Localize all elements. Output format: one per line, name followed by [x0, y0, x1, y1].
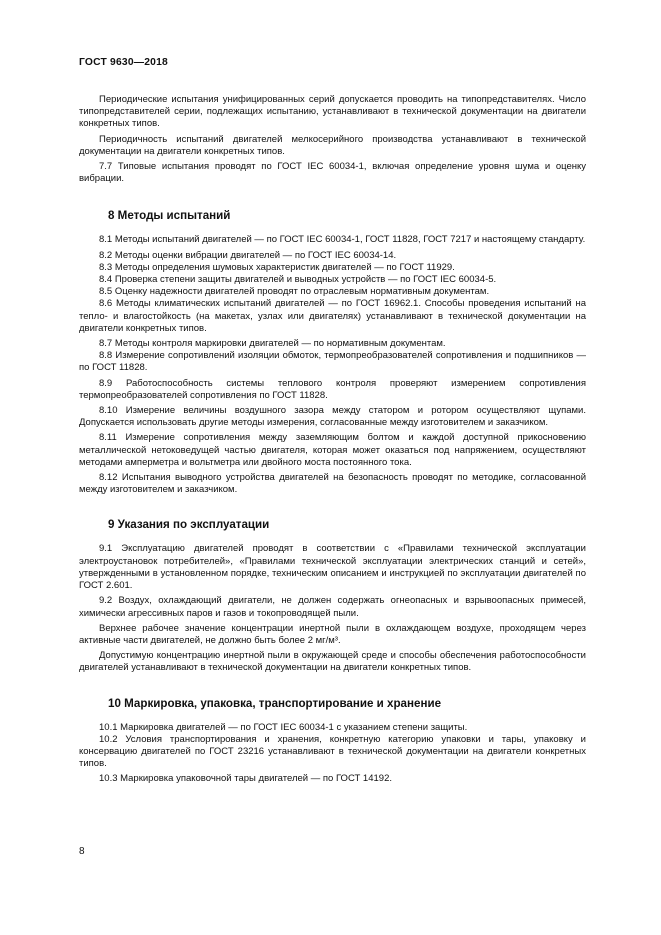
paragraph: 8.3 Методы определения шумовых характеристик двигателей — по ГОСТ 11929.: [99, 261, 455, 273]
paragraph: 9.1 Эксплуатацию двигателей проводят в соответствии с «Правилами технической эксплуатации электроустановок потребителей», «Правилами технической эксплуатации электрических станций и сетей», утвержденными в установленном порядке, техническим описанием и инструкцией по эксплуатации двигателей по ГОСТ 2.601.: [79, 543, 586, 592]
paragraph: Периодические испытания унифицированных серий допускается проводить на типопредставителях. Число типопредставителей серии, подлежащих испытанию, устанавливают в технической документации на двигатели конкретных типов.: [79, 94, 586, 130]
paragraph: 8.6 Методы климатических испытаний двигателей — по ГОСТ 16962.1. Способы проведения испытаний на тепло- и влагостойкость (на макетах, узлах или двигателях) устанавливают в технической документации на двигатели конкретных типов.: [79, 298, 586, 334]
paragraph: 7.7 Типовые испытания проводят по ГОСТ IEC 60034-1, включая определение уровня шума и оценку вибрации.: [79, 161, 586, 185]
section-9: [79, 518, 586, 674]
paragraph: Периодичность испытаний двигателей мелкосерийного производства устанавливают в технической документации на двигатели конкретных типов.: [79, 133, 586, 157]
paragraph: 8.1 Методы испытаний двигателей — по ГОСТ IEC 60034-1, ГОСТ 11828, ГОСТ 7217 и настоящему стандарту.: [99, 234, 586, 246]
paragraph: 8.12 Испытания выводного устройства двигателей на безопасность проводят по методике, согласованной между изготовителем и заказчиком.: [79, 472, 586, 496]
paragraph: 8.8 Измерение сопротивлений изоляции обмоток, термопреобразователей сопротивления и подшипников — по ГОСТ 11828.: [79, 350, 586, 374]
section-title: 8 Методы испытаний: [108, 209, 231, 223]
document-header: ГОСТ 9630—2018: [79, 57, 168, 68]
paragraph: 8.9 Работоспособность системы теплового контроля проверяют измерением сопротивления термопреобразователей сопротивления по ГОСТ 11828.: [79, 377, 586, 401]
section-10: [79, 697, 586, 786]
paragraph: Верхнее рабочее значение концентрации инертной пыли в охлаждающем воздухе, проходящем через активные части двигателей, не должно быть более 2 мг/м³.: [79, 622, 586, 646]
section-8: [79, 209, 586, 496]
paragraph: 8.4 Проверка степени защиты двигателей и выводных устройств — по ГОСТ IEC 60034-5.: [99, 274, 497, 286]
paragraph: Допустимую концентрацию инертной пыли в окружающей среде и способы обеспечения работоспособности двигателей устанавливают в технической документации на двигатели конкретных типов.: [79, 650, 586, 674]
paragraph: 8.2 Методы оценки вибрации двигателей — по ГОСТ IEC 60034-14.: [99, 249, 397, 261]
page-number: 8: [79, 846, 85, 857]
paragraph: 10.2 Условия транспортирования и хранения, конкретную категорию упаковки и тары, упаковку и консервацию двигателей по ГОСТ 23216 устанавливают в технической документации на двигатели конкретных типов.: [79, 733, 586, 770]
paragraph: 8.11 Измерение сопротивления между заземляющим болтом и каждой доступной прикосновению металлической нетоковедущей частью двигателя, которая может оказаться под напряжением, осуществляют методами амперметра и вольтметра или двойного моста постоянного тока.: [79, 432, 586, 468]
section-title: 9 Указания по эксплуатации: [108, 518, 270, 532]
paragraph: 8.10 Измерение величины воздушного зазора между статором и ротором осуществляют щупами. Допускается использовать другие методы измерения, согласованные между изготовителем и заказчиком.: [79, 405, 586, 429]
paragraph: 8.7 Методы контроля маркировки двигателей — по нормативным документам.: [99, 338, 446, 350]
paragraph: 10.3 Маркировка упаковочной тары двигателей — по ГОСТ 14192.: [99, 773, 392, 785]
paragraph: 8.5 Оценку надежности двигателей проводят по отраслевым нормативным документам.: [99, 286, 490, 298]
document-body: [79, 94, 586, 789]
paragraph: 10.1 Маркировка двигателей — по ГОСТ IEC 60034-1 с указанием степени защиты.: [99, 721, 468, 733]
paragraph: 9.2 Воздух, охлаждающий двигатели, не должен содержать огнеопасных и взрывоопасных примесей, химически агрессивных паров и газов и токопроводящей пыли.: [79, 595, 586, 619]
section-title: 10 Маркировка, упаковка, транспортирование и хранение: [108, 696, 442, 710]
intro-section: [79, 94, 586, 185]
